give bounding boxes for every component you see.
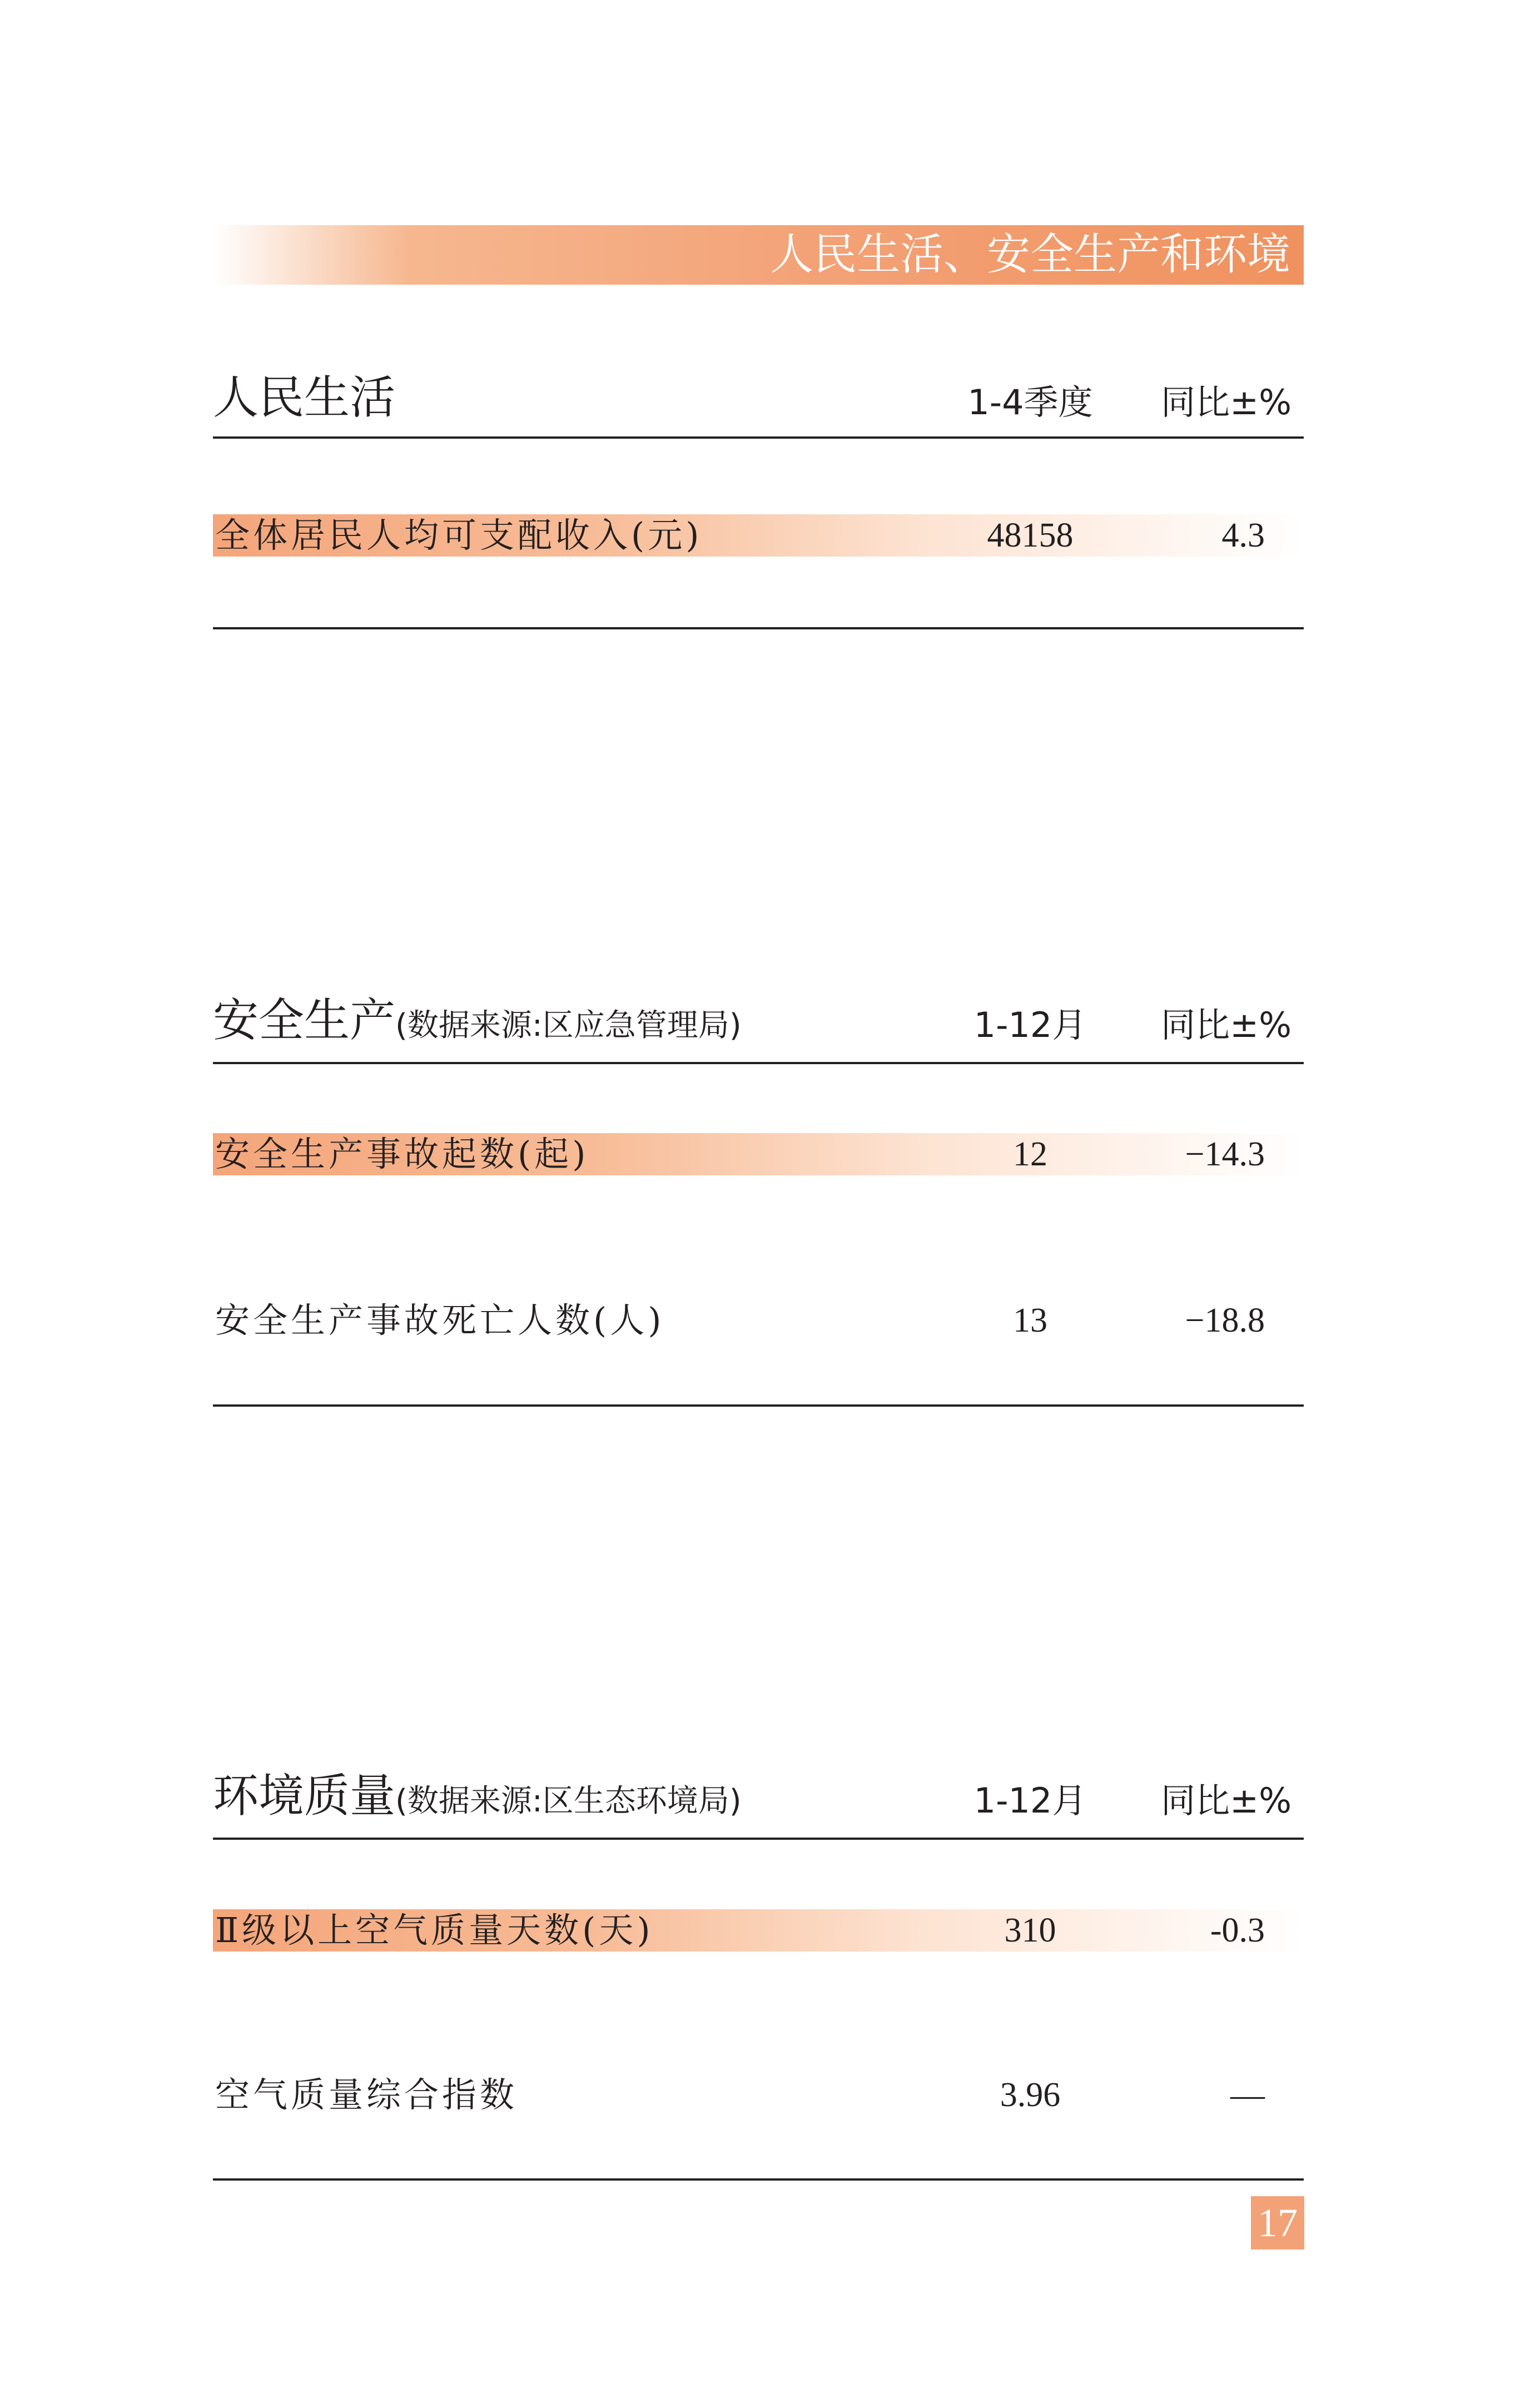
row-label: 全体居民人均可支配收入(元) bbox=[215, 515, 703, 555]
yoy-header: 同比±% bbox=[1161, 1005, 1291, 1045]
row-value: 3.96 bbox=[1000, 2076, 1061, 2114]
section-bottom-divider bbox=[213, 2178, 1304, 2181]
header-divider bbox=[213, 436, 1304, 439]
section-title: 环境质量(数据来源:区生态环境局) bbox=[213, 1770, 742, 1823]
row-label: 空气质量综合指数 bbox=[215, 2074, 518, 2115]
section-header bbox=[213, 1768, 1304, 1835]
row-value: 48158 bbox=[987, 517, 1074, 554]
row-yoy: — bbox=[1230, 2076, 1265, 2114]
table-row bbox=[213, 1133, 1304, 1175]
table-row bbox=[213, 2074, 1304, 2116]
row-label: Ⅱ级以上空气质量天数(天) bbox=[215, 1910, 654, 1950]
row-label: 安全生产事故死亡人数(人) bbox=[215, 1300, 665, 1340]
period-header: 1-12月 bbox=[973, 1005, 1087, 1045]
section-environment-quality bbox=[213, 1768, 1304, 2191]
section-header bbox=[213, 370, 1304, 436]
section-banner bbox=[213, 225, 1304, 285]
section-header bbox=[213, 992, 1304, 1059]
row-yoy: -0.3 bbox=[1210, 1911, 1265, 1949]
table-row bbox=[213, 1299, 1304, 1342]
section-safety-production bbox=[213, 992, 1304, 1415]
section-people-living bbox=[213, 370, 1304, 637]
period-header: 1-4季度 bbox=[967, 382, 1093, 423]
section-title: 人民生活 bbox=[213, 371, 396, 424]
section-bottom-divider bbox=[213, 627, 1304, 629]
section-title: 安全生产(数据来源:区应急管理局) bbox=[213, 994, 742, 1047]
row-value: 12 bbox=[1013, 1135, 1047, 1173]
row-value: 13 bbox=[1013, 1302, 1047, 1339]
yoy-header: 同比±% bbox=[1161, 382, 1291, 423]
yoy-header: 同比±% bbox=[1161, 1780, 1291, 1821]
table-row bbox=[213, 514, 1304, 557]
period-header: 1-12月 bbox=[973, 1780, 1087, 1821]
header-divider bbox=[213, 1062, 1304, 1064]
section-bottom-divider bbox=[213, 1404, 1304, 1407]
banner-title: 人民生活、安全生产和环境 bbox=[769, 230, 1290, 280]
header-divider bbox=[213, 1838, 1304, 1840]
table-row bbox=[213, 1909, 1304, 1952]
row-yoy: 4.3 bbox=[1221, 517, 1265, 554]
row-value: 310 bbox=[1004, 1911, 1056, 1949]
row-yoy: −18.8 bbox=[1185, 1302, 1265, 1339]
row-yoy: −14.3 bbox=[1185, 1135, 1265, 1173]
row-label: 安全生产事故起数(起) bbox=[215, 1134, 589, 1174]
page-number: 17 bbox=[1251, 2196, 1304, 2250]
